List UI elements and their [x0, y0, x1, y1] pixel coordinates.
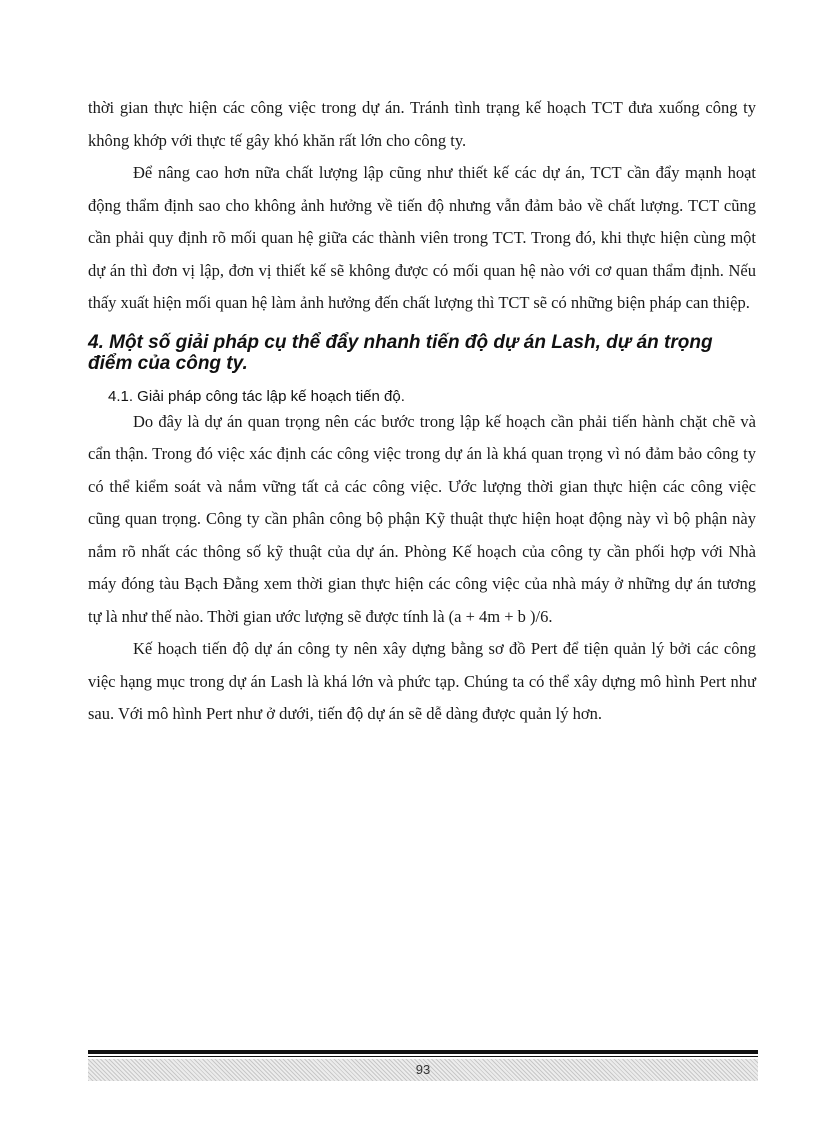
paragraph-planning: Do đây là dự án quan trọng nên các bước trong lập kế hoạch cần phải tiến hành chặt chẽ và cẩn thận. Trong đó việc xác định các công việc trong dự án là khá quan trọng vì nó đảm bảo công ty có thể kiểm soát và nắm vững tất cả các công việc. Ước lượng thời gian thực hiện các công việc cũng quan trọng. Công ty cần phân công bộ phận Kỹ thuật thực hiện hoạt động này vì bộ phận này nắm rõ nhất các thông số kỹ thuật của dự án. Phòng Kế hoạch của công ty cần phối hợp với Nhà máy đóng tàu Bạch Đằng xem thời gian thực hiện các công việc của nhà máy ở những dự án tương tự là như thế nào. Thời gian ước lượng sẽ được tính là (a + 4m + b )/6. [88, 411, 756, 626]
paragraph-continuation: thời gian thực hiện các công việc trong dự án. Tránh tình trạng kế hoạch TCT đưa xuống công ty không khớp với thực tế gây khó khăn rất lớn cho công ty. [88, 98, 756, 150]
paragraph-appraisal: Để nâng cao hơn nữa chất lượng lập cũng như thiết kế các dự án, TCT cần đẩy mạnh hoạt động thẩm định sao cho không ảnh hưởng về tiến độ nhưng vẫn đảm bảo về chất lượng. TCT cũng cần phải quy định rõ mối quan hệ giữa các thành viên trong TCT. Trong đó, khi thực hiện cùng một dự án thì đơn vị lập, đơn vị thiết kế sẽ không được có mối quan hệ nào với cơ quan thẩm định. Nếu thấy xuất hiện mối quan hệ làm ảnh hưởng đến chất lượng thì TCT sẽ có những biện pháp can thiệp. [88, 163, 756, 312]
page-content [88, 92, 756, 731]
footer-rule-thin [88, 1056, 758, 1057]
page-footer [88, 1050, 758, 1081]
footer-rule-thick [88, 1050, 758, 1054]
paragraph-pert: Kế hoạch tiến độ dự án công ty nên xây dựng bằng sơ đồ Pert để tiện quản lý bởi các công việc hạng mục trong dự án Lash là khá lớn và phức tạp. Chúng ta có thể xây dựng mô hình Pert như sau. Với mô hình Pert như ở dưới, tiến độ dự án sẽ dễ dàng được quản lý hơn. [88, 639, 756, 723]
footer-band [88, 1059, 758, 1081]
page-number: 93 [415, 1062, 431, 1077]
subsection-heading-4-1: 4.1. Giải pháp công tác lập kế hoạch tiến độ. [108, 387, 405, 405]
section-heading-4: 4. Một số giải pháp cụ thể đẩy nhanh tiến độ dự án Lash, dự án trọng điểm của công ty. [88, 331, 713, 374]
